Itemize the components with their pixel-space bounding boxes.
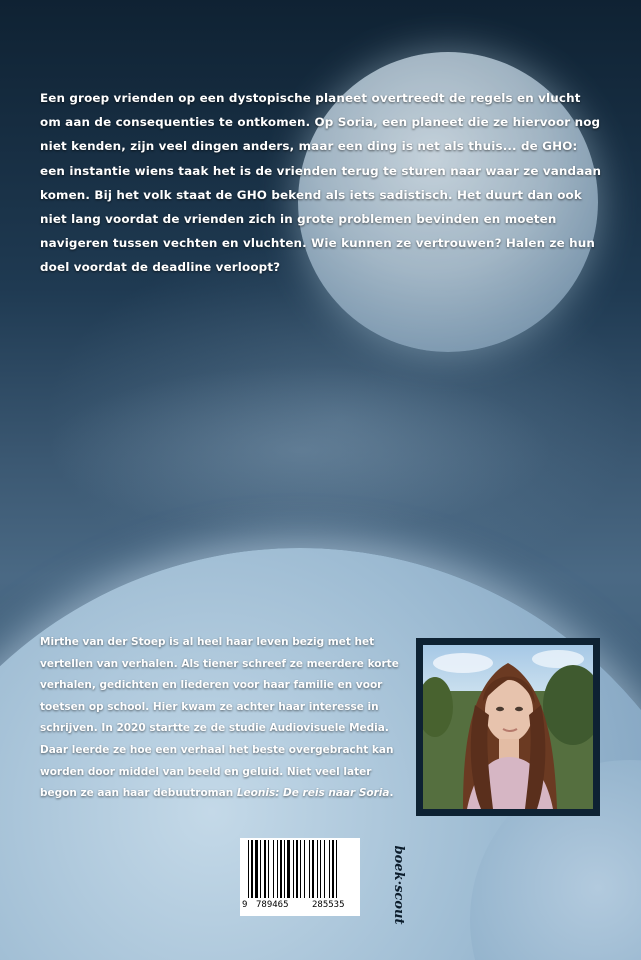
barcode-bars [240, 838, 360, 900]
book-title: Leonis: De reis naar Soria [236, 787, 390, 800]
author-photo [423, 645, 593, 809]
barcode-bar [300, 840, 301, 898]
isbn-barcode [240, 838, 360, 916]
publisher-logo: boek·scout [391, 845, 406, 925]
isbn-number [240, 900, 360, 914]
barcode-bar [255, 840, 258, 898]
barcode-bar [309, 840, 310, 898]
barcode-bar [273, 840, 274, 898]
barcode-bar [248, 840, 249, 898]
barcode-bar [277, 840, 278, 898]
barcode-bar [287, 840, 290, 898]
isbn-left-group: 789465 [256, 900, 289, 910]
barcode-bar [260, 840, 261, 898]
barcode-bar [268, 840, 269, 898]
isbn-right-group: 285535 [312, 900, 345, 910]
barcode-bar [251, 840, 253, 898]
portrait-illustration [423, 645, 593, 809]
barcode-bar [264, 840, 266, 898]
blurb-text: Een groep vrienden op een dystopische planeet overtreedt de regels en vlucht om aan de consequenties te ontkomen. Op Soria, een planeet die ze hiervoor nog niet kenden, zijn veel dingen anders, maar een ding is net als thuis... de GHO: een instantie wiens taak het is de vrienden terug te sturen naar waar ze vandaan komen. Bij het volk staat de GHO bekend als iets sadistisch. Het duurt dan ook niet lang voordat de vrienden zich in grote problemen bevinden en moeten navigeren tussen vechten en vluchten. Wie kunnen ze vertrouwen? Halen ze hun doel voordat de deadline verloopt? [40, 91, 602, 275]
barcode-bar [317, 840, 318, 898]
author-bio-text: Mirthe van der Stoep is al heel haar leven bezig met het vertellen van verhalen. Als tiener schreef ze meerdere korte verhalen, gedichten en liederen voor haar familie en voor toetsen op school. Hier kwam ze achter haar interesse in schrijven. In 2020 startte ze de studie Audiovisuele Media. Daar leerde ze hoe een verhaal het beste overgebracht kan worden door middel van beeld en geluid. Niet veel later begon ze aan haar debuutroman [40, 636, 399, 800]
author-photo-frame [416, 638, 600, 816]
author-bio-end: . [389, 787, 394, 800]
barcode-bar [284, 840, 285, 898]
barcode-bar [280, 840, 282, 898]
barcode-bar [324, 840, 325, 898]
isbn-first-digit: 9 [242, 900, 248, 910]
barcode-bar [312, 840, 314, 898]
barcode-bar [329, 840, 330, 898]
barcode-bar [304, 840, 305, 898]
barcode-bar [293, 840, 294, 898]
author-bio [40, 632, 408, 805]
barcode-bar [332, 840, 334, 898]
barcode-bar [336, 840, 337, 898]
barcode-bar [320, 840, 321, 898]
barcode-bar [296, 840, 298, 898]
